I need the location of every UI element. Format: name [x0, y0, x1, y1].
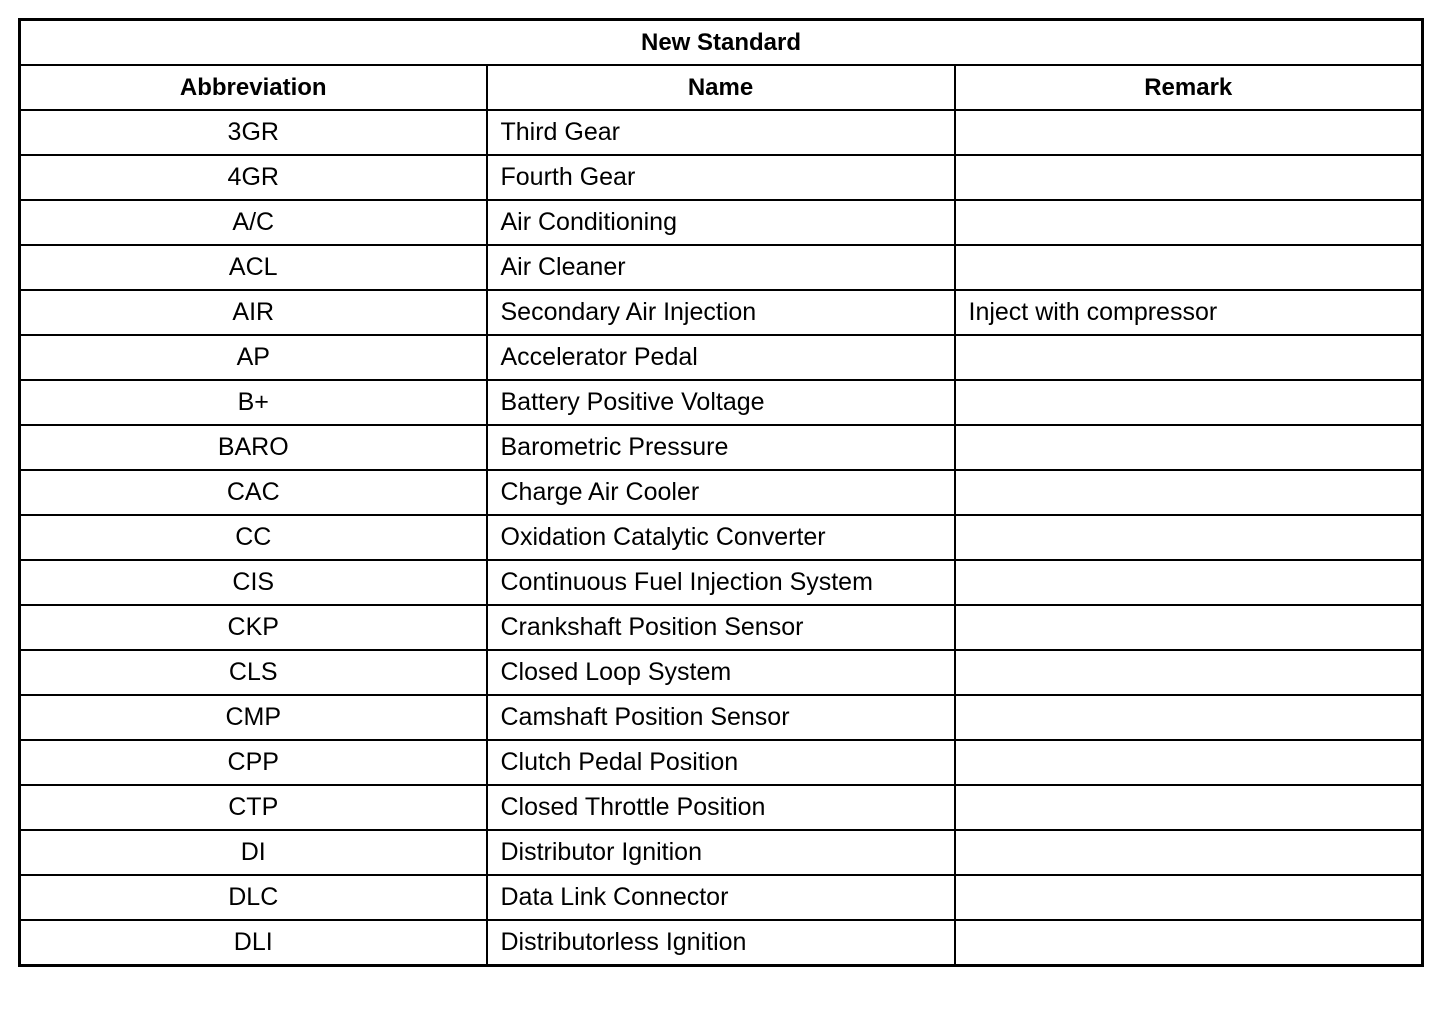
remark-cell — [955, 110, 1423, 155]
remark-cell — [955, 515, 1423, 560]
table-row — [20, 605, 1423, 650]
table-row — [20, 920, 1423, 966]
abbreviation-cell: CIS — [20, 560, 487, 605]
name-cell: Charge Air Cooler — [487, 470, 955, 515]
abbreviation-cell: DLI — [20, 920, 487, 966]
name-cell: Crankshaft Position Sensor — [487, 605, 955, 650]
name-cell: Barometric Pressure — [487, 425, 955, 470]
column-header-remark: Remark — [955, 65, 1423, 110]
name-cell: Camshaft Position Sensor — [487, 695, 955, 740]
abbreviation-cell: CAC — [20, 470, 487, 515]
remark-cell — [955, 650, 1423, 695]
abbreviation-cell: AIR — [20, 290, 487, 335]
name-cell: Clutch Pedal Position — [487, 740, 955, 785]
table-row — [20, 875, 1423, 920]
table-row — [20, 425, 1423, 470]
remark-cell — [955, 830, 1423, 875]
name-cell: Continuous Fuel Injection System — [487, 560, 955, 605]
name-cell: Closed Throttle Position — [487, 785, 955, 830]
abbreviation-cell: CC — [20, 515, 487, 560]
remark-cell — [955, 335, 1423, 380]
remark-cell — [955, 155, 1423, 200]
name-cell: Third Gear — [487, 110, 955, 155]
remark-cell: Inject with compressor — [955, 290, 1423, 335]
table-row — [20, 200, 1423, 245]
table-title: New Standard — [20, 20, 1423, 66]
remark-cell — [955, 245, 1423, 290]
abbreviation-cell: CKP — [20, 605, 487, 650]
abbreviation-cell: B+ — [20, 380, 487, 425]
abbreviation-cell: DLC — [20, 875, 487, 920]
table-row — [20, 515, 1423, 560]
remark-cell — [955, 560, 1423, 605]
table-row — [20, 290, 1423, 335]
table-row — [20, 830, 1423, 875]
table-row — [20, 380, 1423, 425]
abbreviation-cell: DI — [20, 830, 487, 875]
abbreviation-cell: A/C — [20, 200, 487, 245]
table-row — [20, 110, 1423, 155]
table-row — [20, 470, 1423, 515]
name-cell: Data Link Connector — [487, 875, 955, 920]
table-row — [20, 695, 1423, 740]
abbreviation-cell: AP — [20, 335, 487, 380]
table-row — [20, 560, 1423, 605]
abbreviation-cell: CMP — [20, 695, 487, 740]
remark-cell — [955, 740, 1423, 785]
remark-cell — [955, 425, 1423, 470]
abbreviation-cell: 4GR — [20, 155, 487, 200]
remark-cell — [955, 875, 1423, 920]
table-row — [20, 785, 1423, 830]
table-header-row — [20, 65, 1423, 110]
abbreviation-cell: CLS — [20, 650, 487, 695]
abbreviation-cell: ACL — [20, 245, 487, 290]
name-cell: Battery Positive Voltage — [487, 380, 955, 425]
remark-cell — [955, 200, 1423, 245]
table-row — [20, 335, 1423, 380]
table-body — [20, 110, 1423, 966]
table-row — [20, 245, 1423, 290]
table-row — [20, 155, 1423, 200]
column-header-name: Name — [487, 65, 955, 110]
name-cell: Distributor Ignition — [487, 830, 955, 875]
abbreviation-cell: 3GR — [20, 110, 487, 155]
column-header-abbreviation: Abbreviation — [20, 65, 487, 110]
name-cell: Secondary Air Injection — [487, 290, 955, 335]
remark-cell — [955, 920, 1423, 966]
name-cell: Fourth Gear — [487, 155, 955, 200]
remark-cell — [955, 470, 1423, 515]
abbreviation-table — [18, 18, 1424, 967]
name-cell: Oxidation Catalytic Converter — [487, 515, 955, 560]
name-cell: Closed Loop System — [487, 650, 955, 695]
name-cell: Air Cleaner — [487, 245, 955, 290]
name-cell: Air Conditioning — [487, 200, 955, 245]
abbreviation-cell: CTP — [20, 785, 487, 830]
table-title-row — [20, 20, 1423, 66]
name-cell: Distributorless Ignition — [487, 920, 955, 966]
remark-cell — [955, 785, 1423, 830]
table-row — [20, 650, 1423, 695]
name-cell: Accelerator Pedal — [487, 335, 955, 380]
remark-cell — [955, 380, 1423, 425]
remark-cell — [955, 605, 1423, 650]
abbreviation-cell: BARO — [20, 425, 487, 470]
abbreviation-cell: CPP — [20, 740, 487, 785]
remark-cell — [955, 695, 1423, 740]
table-row — [20, 740, 1423, 785]
